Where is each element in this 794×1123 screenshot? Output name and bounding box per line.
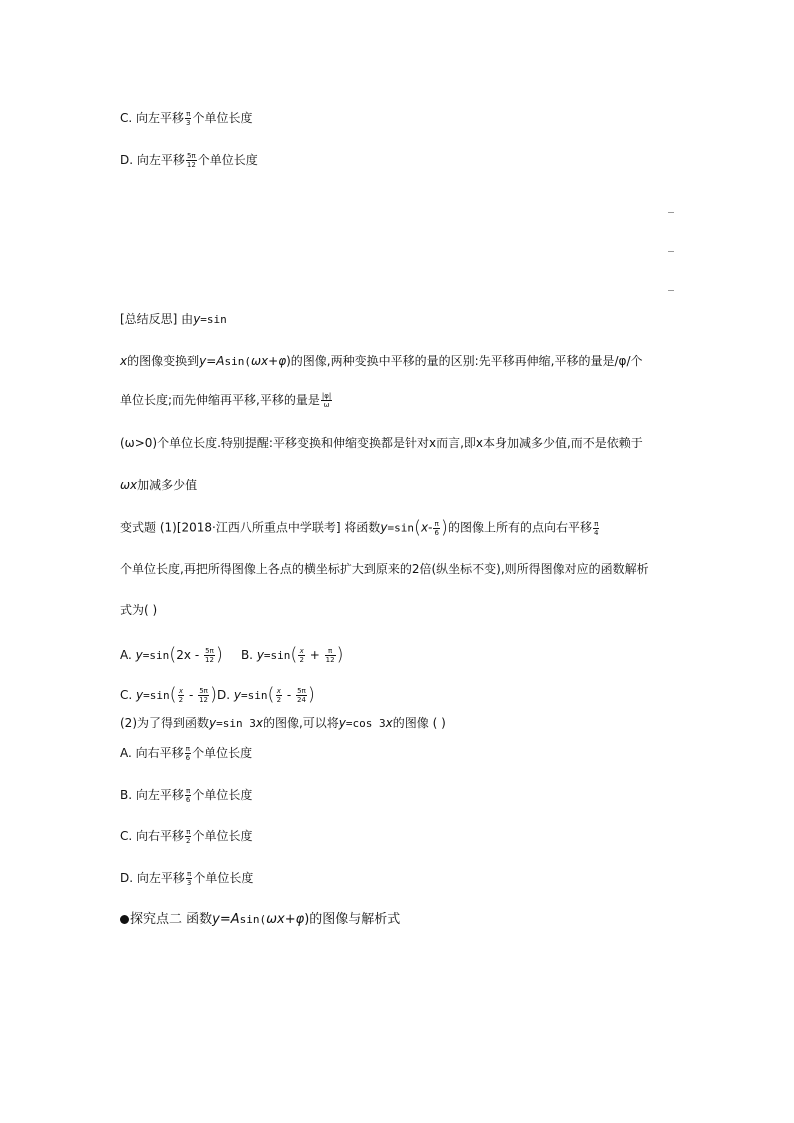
fraction: $\frac{\pi}{4}$ <box>593 519 599 537</box>
fraction: $\frac{\pi}{6}$ <box>434 519 439 537</box>
variant-options-ab <box>120 646 344 664</box>
fraction: $\frac{5\pi}{12}$ <box>186 152 196 169</box>
margin-mark <box>668 251 674 252</box>
variant-line-1: 变式题 (1)[2018·江西八所重点中学联考] 将函数y=sin(x- $\frac{\pi}{6}$ )的图像上所有的点向右平移 $\frac{\pi}{4}$ <box>120 517 599 538</box>
margin-mark <box>668 290 674 291</box>
option-d: D. y=sin( $\frac{x}{2}$ - $\frac{5\pi}{24}$ ) <box>217 684 315 705</box>
summary-line-5: ωx加减多少值 <box>120 478 198 492</box>
variant-line-3: 式为( ) <box>120 603 158 617</box>
variant-line-2: 个单位长度,再把所得图像上各点的横坐标扩大到原来的2倍(纵坐标不变),则所得图像对应的函数解析 <box>120 562 649 576</box>
summary-line-4: (ω>0)个单位长度.特别提醒:平移变换和伸缩变换都是针对x而言,即x本身加减多少值,而不是依赖于 <box>120 436 643 450</box>
variant-options-cd <box>120 686 315 704</box>
summary-line-2: x的图像变换到y=Asin(ωx+φ)的图像,两种变换中平移的量的区别:先平移再伸缩,平移的量是/φ/个 <box>120 354 643 368</box>
option-c-top: C. 向左平移 $\frac{\pi}{3}$ 个单位长度 <box>120 110 253 127</box>
q2-option-c: C. 向右平移 $\frac{\pi}{2}$ 个单位长度 <box>120 828 253 845</box>
q2-option-d: D. 向左平移 $\frac{\pi}{3}$ 个单位长度 <box>120 870 254 887</box>
option-b: B. y=sin( $\frac{x}{2}$ + $\frac{\pi}{12}$ ) <box>240 644 344 665</box>
section-heading: 探究点二 函数y=Asin(ωx+φ)的图像与解析式 <box>120 912 400 928</box>
fraction: $\frac{|\varphi|}{\omega}$ <box>321 392 332 409</box>
margin-mark <box>668 212 674 213</box>
option-c: C. y=sin( $\frac{x}{2}$ - $\frac{5\pi}{12}$ ) <box>120 684 218 705</box>
option-d-top: D. 向左平移 $\frac{5\pi}{12}$ 个单位长度 <box>120 152 258 169</box>
fraction: $\frac{\pi}{3}$ <box>186 110 191 127</box>
variant-q2: (2)为了得到函数y=sin 3x的图像,可以将y=cos 3x的图像 ( ) <box>120 716 446 730</box>
bullet-icon <box>120 915 129 924</box>
summary-line-3: 单位长度;而先伸缩再平移,平移的量是 $\frac{|\varphi|}{\omega}$ <box>120 392 332 409</box>
q2-option-a: A. 向右平移 $\frac{\pi}{6}$ 个单位长度 <box>120 745 253 762</box>
q2-option-b: B. 向左平移 $\frac{\pi}{6}$ 个单位长度 <box>120 787 253 804</box>
option-a: A. y=sin(2x - $\frac{5\pi}{12}$ ) <box>120 644 223 665</box>
summary-line-1: [总结反思] 由y=sin <box>120 312 227 326</box>
